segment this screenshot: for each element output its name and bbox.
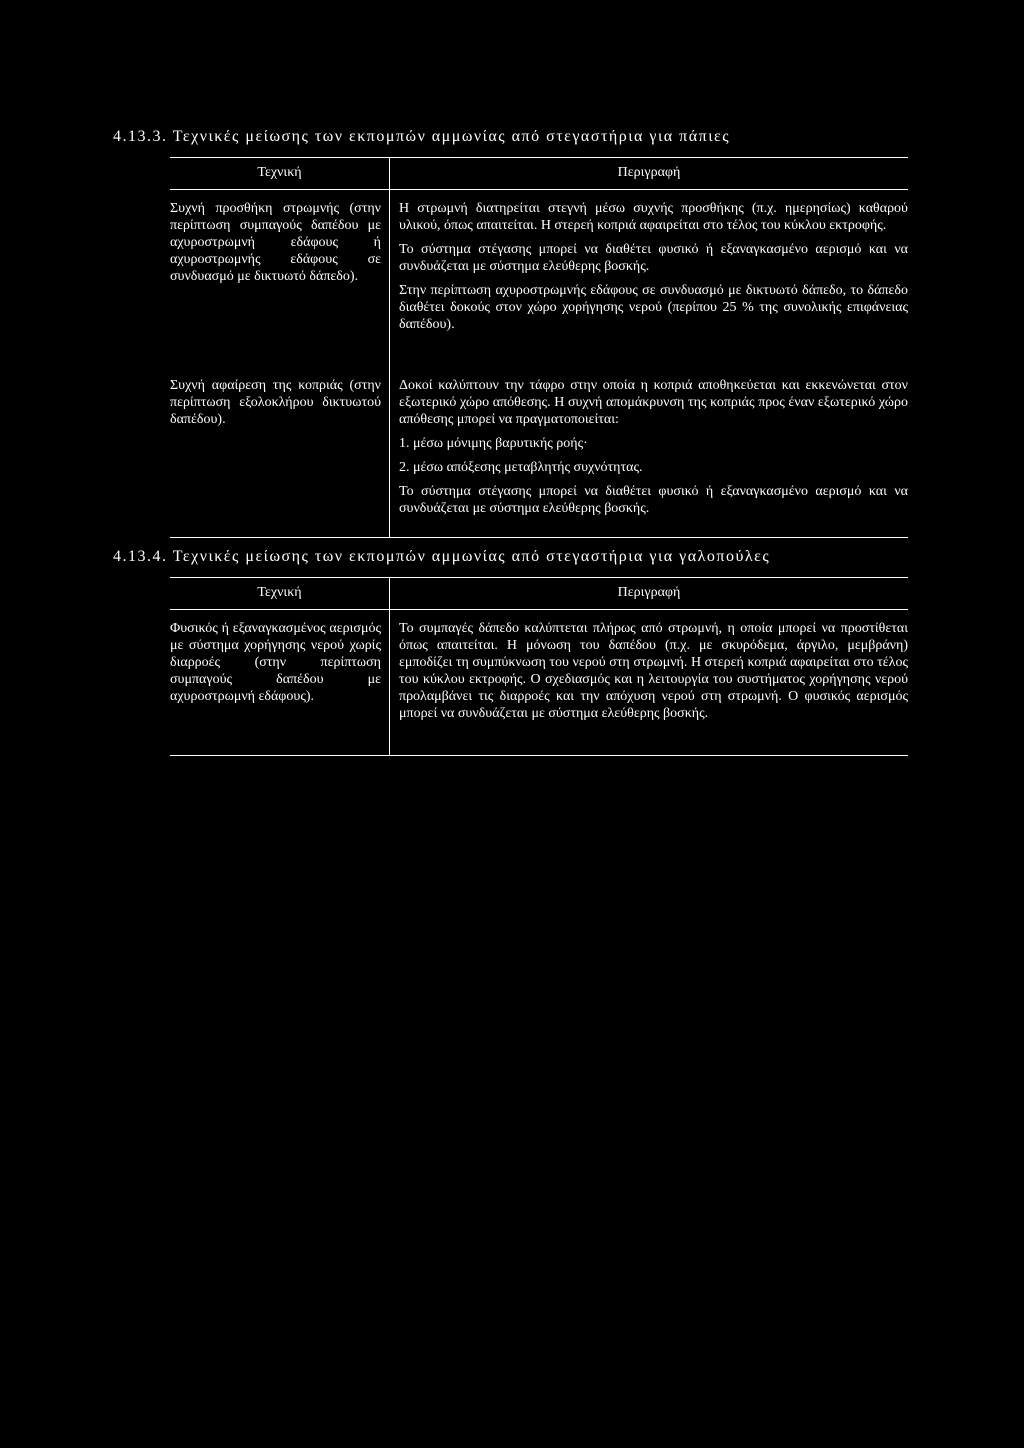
header-rule — [170, 609, 908, 610]
header-description: Περιγραφή — [617, 585, 681, 600]
description-paragraph: Η στρωμνή διατηρείται στεγνή μέσω συχνής προσθήκης (π.χ. ημερησίως) καθαρού υλικού, όπως απαιτείται. Η στερεή κοπριά αφαιρείται στο τέλος του κύκλου εκτροφής. — [399, 201, 908, 233]
technique-cell: Συχνή προσθήκη στρωμνής (στην περίπτωση συμπαγούς δαπέδου με αχυροστρωμνή εδάφους ή αχυροστρωμνής εδάφους σε συνδυασμό με δικτυωτό δάπεδο). — [170, 201, 381, 284]
description-cell — [399, 377, 908, 524]
description-paragraph: Στην περίπτωση αχυροστρωμνής εδάφους σε συνδυασμό με δικτυωτό δάπεδο, το δάπεδο διαθέτει δοκούς στον χώρο χορήγησης νερού (περίπου 25 % της συνολικής επιφάνειας δαπέδου). — [399, 283, 908, 332]
technique-cell: Φυσικός ή εξαναγκασμένος αερισμός με σύστημα χορήγησης νερού χωρίς διαρροές (στην περίπτωση συμπαγούς δαπέδου με αχυροστρωμνή εδάφους). — [170, 621, 381, 704]
column-divider — [389, 577, 390, 755]
description-cell — [399, 620, 908, 729]
table-turkeys — [170, 577, 908, 755]
technique-cell: Συχνή αφαίρεση της κοπριάς (στην περίπτωση εξολοκλήρου δικτυωτού δαπέδου). — [170, 378, 381, 427]
description-cell — [399, 200, 908, 340]
header-technique: Τεχνική — [257, 165, 302, 180]
header-description: Περιγραφή — [617, 165, 681, 180]
list-item: 2. μέσω απόξεσης μεταβλητής συχνότητας. — [399, 460, 643, 475]
description-paragraph: Δοκοί καλύπτουν την τάφρο στην οποία η κοπριά αποθηκεύεται και εκκενώνεται στον εξωτερικό χώρο απόθεσης. Η συχνή απομάκρυνση της κοπριάς προς έναν εξωτερικό χώρο απόθεσης μπορεί να πραγματοποιείται: — [399, 378, 908, 427]
table-bottom-rule — [170, 537, 908, 538]
table-top-rule — [170, 577, 908, 578]
table-ducks — [170, 157, 908, 537]
table-top-rule — [170, 157, 908, 158]
section-title-turkeys: 4.13.4. Τεχνικές μείωσης των εκπομπών αμμωνίας από στεγαστήρια για γαλοπούλες — [113, 548, 771, 565]
description-paragraph: Το συμπαγές δάπεδο καλύπτεται πλήρως από στρωμνή, η οποία μπορεί να προστίθεται όπως απαιτείται. Η μόνωση του δαπέδου (π.χ. με σκυρόδεμα, άργιλο, μεμβράνη) εμποδίζει τη συμπύκνωση του νερού στη στρωμνή. Η στερεή κοπριά αφαιρείται στο τέλος του κύκλου εκτροφής. Ο σχεδιασμός και η λειτουργία του συστήματος χορήγησης νερού προλαμβάνει τις διαρροές και την απόχυση νερού στη στρωμνή. Ο φυσικός αερισμός μπορεί να συνδυάζεται με σύστημα ελεύθερης βοσκής. — [399, 621, 908, 721]
header-technique: Τεχνική — [257, 585, 302, 600]
description-paragraph: Το σύστημα στέγασης μπορεί να διαθέτει φυσικό ή εξαναγκασμένο αερισμό και να συνδυάζεται με σύστημα ελεύθερης βοσκής. — [399, 484, 908, 516]
section-title-ducks: 4.13.3. Τεχνικές μείωσης των εκπομπών αμμωνίας από στεγαστήρια για πάπιες — [113, 128, 731, 145]
column-divider — [389, 157, 390, 537]
description-paragraph: Το σύστημα στέγασης μπορεί να διαθέτει φυσικό ή εξαναγκασμένο αερισμό και να συνδυάζεται με σύστημα ελεύθερης βοσκής. — [399, 242, 908, 274]
list-item: 1. μέσω μόνιμης βαρυτικής ροής· — [399, 436, 588, 451]
table-bottom-rule — [170, 755, 908, 756]
header-rule — [170, 189, 908, 190]
